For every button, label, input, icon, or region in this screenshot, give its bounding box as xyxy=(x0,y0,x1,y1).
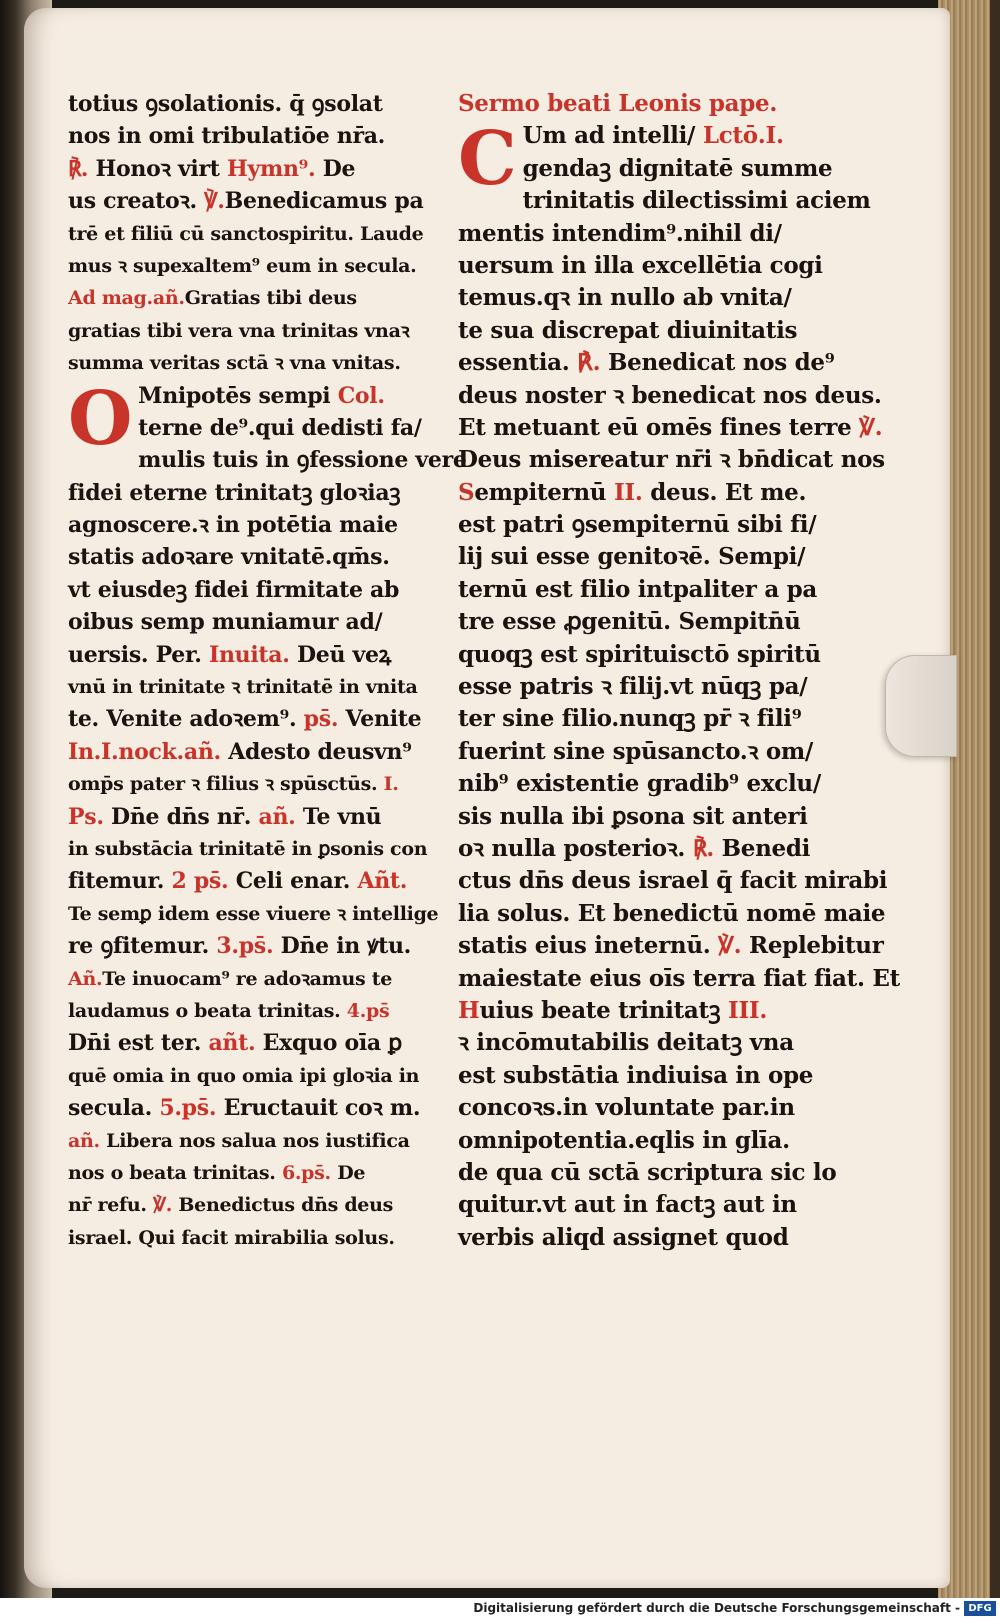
text-line: est substātia indiuisa in ope xyxy=(458,1061,814,1089)
rubric-text: Inuita. xyxy=(208,641,290,668)
text-span: Benedictus dn̄s deus xyxy=(172,1194,394,1217)
text-span: Gratias tibi deus xyxy=(184,287,357,310)
text-span: secula. xyxy=(68,1095,160,1122)
text-span: Te inuocam⁹ re adoꝛamus te xyxy=(102,967,392,990)
left-text-column xyxy=(68,88,468,1254)
text-line: oibus semp muniamur ad/ xyxy=(68,609,383,636)
text-line: gendaꝫ dignitatē summe xyxy=(522,154,833,182)
text-span: laudamus o beata trinitas. xyxy=(68,999,347,1022)
rubric-text: Hymn⁹. xyxy=(227,155,316,182)
text-line: quitur.vt aut in factꝫ aut in xyxy=(458,1191,797,1219)
text-span: deus. Et me. xyxy=(642,478,807,506)
text-line: maiestate eius oīs terra fiat fiat. Et xyxy=(458,964,900,992)
text-span: essentia. xyxy=(458,349,578,377)
text-span: Venite xyxy=(338,706,422,733)
rubric-text: ℣. xyxy=(718,932,742,960)
text-line: totius ꝯsolationis. q̄ ꝯsolat xyxy=(68,91,383,117)
text-span: De xyxy=(330,1161,366,1184)
text-line xyxy=(68,865,468,897)
text-span: Replebitur xyxy=(741,932,884,960)
text-line: agnoscere.ꝛ in potētia maie xyxy=(68,512,398,539)
text-span: oꝛ nulla posterioꝛ. xyxy=(458,834,693,862)
text-span: fitemur. xyxy=(68,868,172,895)
text-line: nib⁹ existentie gradib⁹ exclu/ xyxy=(458,770,821,798)
text-line: Deus misereatur nr̄i ꝛ bn̄dicat nos xyxy=(458,446,885,474)
text-line: quē omia in quo omia ipi gloꝛia in xyxy=(68,1064,420,1087)
text-line: te sua discrepat diuinitatis xyxy=(458,316,798,344)
rubric-text: añ. xyxy=(68,1129,100,1152)
rubric-text: ℣. xyxy=(204,188,225,215)
rubric-text: ℣. xyxy=(153,1194,173,1217)
rubric-text: ℟. xyxy=(692,834,714,862)
text-line xyxy=(68,736,468,768)
text-span: Deū veꝝ xyxy=(289,641,392,668)
text-span: Exquo oīa ꝑ xyxy=(255,1030,402,1057)
text-span: Et metuant eū omēs fines terre xyxy=(458,413,860,441)
text-line: gratias tibi vera vna trinitas vnaꝛ xyxy=(68,319,410,342)
text-line xyxy=(458,833,868,865)
rubric-text: Lctō.I. xyxy=(702,122,784,150)
text-line xyxy=(68,1125,468,1157)
initial-letter: C xyxy=(458,116,517,203)
text-line xyxy=(68,185,468,217)
text-line: temus.qꝛ in nullo ab vnita/ xyxy=(458,284,792,312)
text-line: verbis aliqd assignet quod xyxy=(458,1223,789,1251)
text-line: trinitatis dilectissimi aciem xyxy=(522,187,871,215)
text-line: quoqꝫ est spirituisctō spiritū xyxy=(458,640,821,668)
text-span: Mnipotēs sempi xyxy=(138,382,338,409)
text-line: ctus dn̄s deus israel q̄ facit mirabi xyxy=(458,867,888,895)
text-line: lij sui esse genitoꝛē. Sempi/ xyxy=(458,543,806,571)
page-clip xyxy=(885,655,957,757)
text-span: Benedicamus pa xyxy=(224,188,424,215)
text-line xyxy=(68,995,468,1027)
text-line: summa veritas sctā ꝛ vna vnitas. xyxy=(68,352,401,375)
rubric-text: II. xyxy=(613,478,643,506)
text-span: empiternū xyxy=(474,478,614,506)
rubric-text: añt. xyxy=(208,1030,256,1057)
text-line xyxy=(458,412,883,444)
rubric-text: 6.ps̄. xyxy=(281,1161,331,1184)
text-line: est patri ꝯsempiternū sibi fi/ xyxy=(458,511,817,539)
rubric-text: 2 ps̄. xyxy=(171,868,229,895)
rubric-text: Col. xyxy=(337,382,385,409)
text-line xyxy=(458,477,868,509)
text-line: ꝛ incōmutabilis deitatꝫ vna xyxy=(458,1029,794,1057)
text-line xyxy=(68,1092,468,1124)
rubric-text: ℣. xyxy=(859,413,883,441)
text-span: Honoꝛ virt xyxy=(88,155,228,182)
text-line xyxy=(68,153,468,185)
initial-letter: O xyxy=(68,375,133,462)
text-line: mus ꝛ supexaltem⁹ eum in secula. xyxy=(68,254,417,277)
text-span: us creatoꝛ. xyxy=(68,188,205,215)
text-line: mentis intendim⁹.nihil di/ xyxy=(458,219,782,247)
rubric-text: In.I.nock.añ. xyxy=(68,738,221,765)
text-span: Adesto deusvn⁹ xyxy=(220,738,412,765)
rubric-text: ps̄. xyxy=(303,706,339,733)
rubric-text: Ps. xyxy=(68,803,104,830)
text-line xyxy=(68,282,468,314)
text-line: tre esse ꝓgenitū. Sempitn̄ū xyxy=(458,608,801,636)
text-line: de qua cū sctā scriptura sic lo xyxy=(458,1158,837,1186)
text-line: fidei eterne trinitatꝫ gloꝛiaꝫ xyxy=(68,479,401,506)
text-line xyxy=(68,801,468,833)
rubric-text: Añt. xyxy=(357,868,408,895)
text-line xyxy=(68,1157,468,1189)
text-line xyxy=(68,1027,468,1059)
text-span: Eructauit coꝛ m. xyxy=(216,1095,421,1122)
text-line xyxy=(68,1189,468,1221)
text-line xyxy=(458,347,868,379)
text-line: ter sine filio.nunqꝫ pr̄ ꝛ fili⁹ xyxy=(458,705,802,733)
text-span: Um ad intelli/ xyxy=(522,122,703,150)
dfg-logo: DFG xyxy=(964,1601,996,1616)
right-text-column xyxy=(458,88,900,1254)
text-line xyxy=(458,995,868,1027)
text-span: Benedicat nos de⁹ xyxy=(600,349,835,377)
rubric-text: S xyxy=(458,478,475,506)
footer-bar xyxy=(0,1598,1000,1620)
text-line: statis adoꝛare vnitatē.qm̄s. xyxy=(68,544,390,571)
rubric-text: añ. xyxy=(258,803,296,830)
text-span: Benedi xyxy=(713,834,811,862)
rubric-text: I. xyxy=(383,773,399,796)
text-line: concoꝛs.in voluntate par.in xyxy=(458,1094,795,1122)
rubric-text: 4.ps̄ xyxy=(346,999,390,1022)
text-line: lia solus. Et benedictū nomē maie xyxy=(458,899,886,927)
rubric-text: ℟. xyxy=(68,155,89,182)
text-line: ternū est filio intpaliter a pa xyxy=(458,575,818,603)
text-span: te. Venite adoꝛem⁹. xyxy=(68,706,304,733)
text-span: uersis. Per. xyxy=(68,641,209,668)
text-line xyxy=(68,768,468,800)
text-line: uersum in illa excellētia cogi xyxy=(458,251,823,279)
text-span: statis eius ineternū. xyxy=(458,932,719,960)
rubric-text: H xyxy=(458,996,480,1024)
text-line: mulis tuis in ꝯfessione vere xyxy=(138,447,467,474)
text-span: Celi enar. xyxy=(228,868,358,895)
text-line xyxy=(68,639,468,671)
rubric-text: Sermo beati Leonis pape. xyxy=(458,90,778,117)
text-line: vt eiusdeꝫ fidei firmitate ab xyxy=(68,576,400,603)
rubric-text: 3.ps̄. xyxy=(216,933,274,960)
text-span: Dn̄i est ter. xyxy=(68,1030,209,1057)
text-line: terne de⁹.qui dedisti fa/ xyxy=(138,414,422,441)
footer-credit: Digitalisierung gefördert durch die Deutsche Forschungsgemeinschaft - xyxy=(473,1601,960,1615)
text-line xyxy=(68,930,468,962)
text-line: israel. Qui facit mirabilia solus. xyxy=(68,1226,395,1249)
text-line xyxy=(68,963,468,995)
rubric-text: Añ. xyxy=(68,967,103,990)
text-span: uius beate trinitatꝫ xyxy=(479,996,729,1024)
text-line xyxy=(68,703,468,735)
text-span: nos o beata trinitas. xyxy=(68,1161,282,1184)
text-line: vnū in trinitate ꝛ trinitatē in vnita xyxy=(68,676,418,699)
rubric-text: III. xyxy=(728,996,768,1024)
book-page xyxy=(24,8,950,1588)
text-line: Te semꝑ idem esse viuere ꝛ intellige xyxy=(68,902,439,925)
text-span: omp̄s pater ꝛ filius ꝛ spūsctūs. xyxy=(68,773,384,796)
text-line: nos in omi tribulatiōe nr̄a. xyxy=(68,123,386,150)
text-span: Dn̄e in ꝟtu. xyxy=(273,933,411,960)
text-line: fuerint sine spūsancto.ꝛ om/ xyxy=(458,737,813,765)
text-line: trē et filiū cū sanctospiritu. Laude xyxy=(68,222,424,245)
text-span: Te vnū xyxy=(295,803,382,830)
text-line xyxy=(458,88,868,120)
rubric-text: 5.ps̄. xyxy=(159,1095,217,1122)
text-span: De xyxy=(315,155,356,182)
text-line: omnipotentia.eqlis in glīa. xyxy=(458,1126,790,1154)
rubric-text: Ad mag.añ. xyxy=(68,287,185,310)
text-span: nr̄ refu. xyxy=(68,1194,154,1217)
text-line: deus noster ꝛ benedicat nos deus. xyxy=(458,381,882,409)
text-line: esse patris ꝛ filij.vt nūqꝫ pa/ xyxy=(458,673,808,701)
text-line: sis nulla ibi ꝑsona sit anteri xyxy=(458,802,808,830)
book-cover-edge xyxy=(990,0,1000,1598)
text-span: Libera nos salua nos iustifica xyxy=(99,1129,410,1152)
rubric-text: ℟. xyxy=(577,349,601,377)
text-line: in substācia trinitatē in ꝑsonis con xyxy=(68,837,428,860)
text-line xyxy=(458,930,884,962)
text-span: Dn̄e dn̄s nr̄. xyxy=(103,803,259,830)
text-span: re ꝯfitemur. xyxy=(68,933,217,960)
